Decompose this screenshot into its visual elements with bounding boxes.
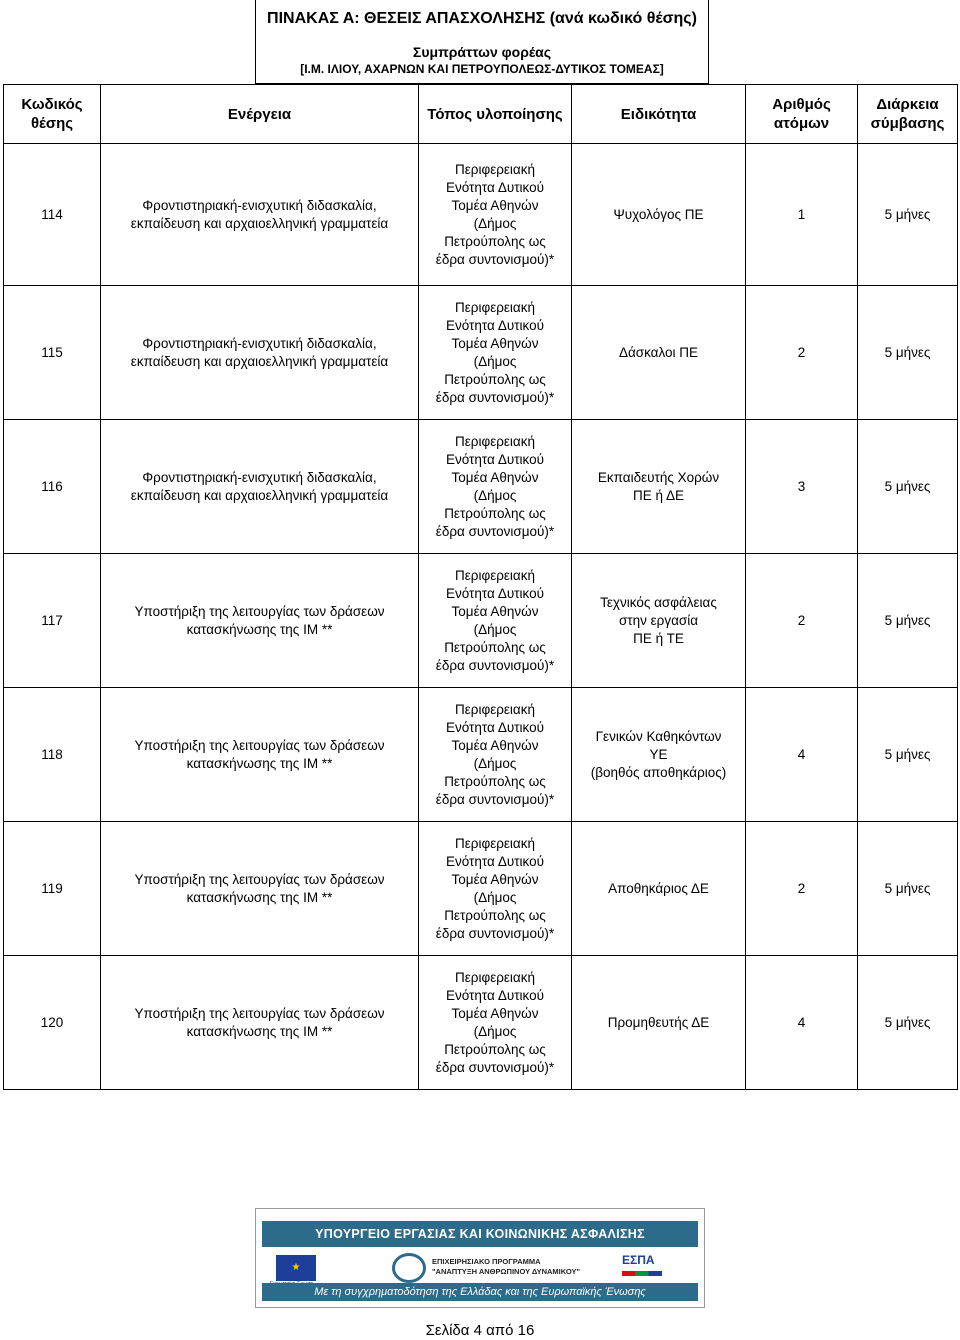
cell-activity: Φροντιστηριακή-ενισχυτική διδασκαλία, εκπαίδευση και αρχαιοελληνική γραμματεία [101,286,419,420]
cell-activity: Φροντιστηριακή-ενισχυτική διδασκαλία, εκπαίδευση και αρχαιοελληνική γραμματεία [101,420,419,554]
table-row [4,554,958,688]
table-title: ΠΙΝΑΚΑΣ Α: ΘΕΣΕΙΣ ΑΠΑΣΧΟΛΗΣΗΣ (ανά κωδικό θέσης) [267,10,697,27]
cell-place: Περιφερειακή Ενότητα Δυτικού Τομέα Αθηνών (Δήμος Πετρούπολης ως έδρα συντονισμού)* [419,144,572,286]
cell-activity: Υποστήριξη της λειτουργίας των δράσεων κατασκήνωσης της ΙΜ ** [101,822,419,956]
espa-logo [622,1253,692,1283]
cell-count: 3 [746,420,858,554]
partner-name: [Ι.Μ. ΙΛΙΟΥ, ΑΧΑΡΝΩΝ ΚΑΙ ΠΕΤΡΟΥΠΟΛΕΩΣ-ΔΥΤΙΚΟΣ ΤΟΜΕΑΣ] [300,62,664,76]
funding-banner [255,1208,705,1308]
cell-count: 2 [746,286,858,420]
espa-label: ΕΣΠΑ [622,1253,655,1267]
cell-count: 4 [746,956,858,1090]
partner-label: Συμπράττων φορέας [412,44,552,60]
cell-specialty: Ψυχολόγος ΠΕ [572,144,746,286]
cell-code: 117 [4,554,101,688]
table-row [4,420,958,554]
table-header-box [255,0,709,84]
page-number: Σελίδα 4 από 16 [425,1322,535,1339]
cell-place: Περιφερειακή Ενότητα Δυτικού Τομέα Αθηνών (Δήμος Πετρούπολης ως έδρα συντονισμού)* [419,286,572,420]
cell-code: 115 [4,286,101,420]
cell-code: 114 [4,144,101,286]
col-header-code: Κωδικός θέσης [4,85,101,144]
cell-specialty: Αποθηκάριος ΔΕ [572,822,746,956]
cell-activity: Φροντιστηριακή-ενισχυτική διδασκαλία, εκπαίδευση και αρχαιοελληνική γραμματεία [101,144,419,286]
cell-activity: Υποστήριξη της λειτουργίας των δράσεων κατασκήνωσης της ΙΜ ** [101,956,419,1090]
cell-activity: Υποστήριξη της λειτουργίας των δράσεων κατασκήνωσης της ΙΜ ** [101,688,419,822]
cell-duration: 5 μήνες [858,822,958,956]
cell-place: Περιφερειακή Ενότητα Δυτικού Τομέα Αθηνών (Δήμος Πετρούπολης ως έδρα συντονισμού)* [419,822,572,956]
cell-code: 116 [4,420,101,554]
funding-logos [262,1251,698,1285]
table-row [4,688,958,822]
cell-duration: 5 μήνες [858,144,958,286]
cell-count: 2 [746,822,858,956]
cell-activity: Υποστήριξη της λειτουργίας των δράσεων κατασκήνωσης της ΙΜ ** [101,554,419,688]
col-header-place: Τόπος υλοποίησης [419,85,572,144]
espa-stripe-icon [622,1271,662,1276]
cell-specialty: Δάσκαλοι ΠΕ [572,286,746,420]
col-header-count: Αριθμός ατόμων [746,85,858,144]
cell-duration: 5 μήνες [858,286,958,420]
table-header-row [4,85,958,144]
cell-duration: 5 μήνες [858,688,958,822]
cell-count: 2 [746,554,858,688]
table-row [4,144,958,286]
cofunding-note: Με τη συγχρηματοδότηση της Ελλάδας και της Ευρωπαϊκής Ένωσης [262,1283,698,1301]
eu-flag-icon: ★ [276,1255,316,1281]
cell-specialty: Προμηθευτής ΔΕ [572,956,746,1090]
cell-duration: 5 μήνες [858,956,958,1090]
cell-count: 1 [746,144,858,286]
cell-specialty: Εκπαιδευτής Χορών ΠΕ ή ΔΕ [572,420,746,554]
table-row [4,822,958,956]
cell-place: Περιφερειακή Ενότητα Δυτικού Τομέα Αθηνών (Δήμος Πετρούπολης ως έδρα συντονισμού)* [419,420,572,554]
cell-code: 118 [4,688,101,822]
cell-specialty: Γενικών Καθηκόντων ΥΕ (βοηθός αποθηκάριος) [572,688,746,822]
cell-place: Περιφερειακή Ενότητα Δυτικού Τομέα Αθηνών (Δήμος Πετρούπολης ως έδρα συντονισμού)* [419,956,572,1090]
cell-code: 120 [4,956,101,1090]
cell-specialty: Τεχνικός ασφάλειας στην εργασία ΠΕ ή ΤΕ [572,554,746,688]
cell-code: 119 [4,822,101,956]
col-header-specialty: Ειδικότητα [572,85,746,144]
table-row [4,286,958,420]
cell-place: Περιφερειακή Ενότητα Δυτικού Τομέα Αθηνών (Δήμος Πετρούπολης ως έδρα συντονισμού)* [419,554,572,688]
program-logo-icon [392,1253,426,1283]
col-header-activity: Ενέργεια [101,85,419,144]
table-row [4,956,958,1090]
cell-count: 4 [746,688,858,822]
partner-block [256,44,708,78]
program-name: ΕΠΙΧΕΙΡΗΣΙΑΚΟ ΠΡΟΓΡΑΜΜΑ "ΑΝΑΠΤΥΞΗ ΑΝΘΡΩΠΙΝΟΥ ΔΥΝΑΜΙΚΟΥ" [432,1257,581,1276]
col-header-duration: Διάρκεια σύμβασης [858,85,958,144]
ministry-title: ΥΠΟΥΡΓΕΙΟ ΕΡΓΑΣΙΑΣ ΚΑΙ ΚΟΙΝΩΝΙΚΗΣ ΑΣΦΑΛΙΣΗΣ [262,1221,698,1247]
cell-duration: 5 μήνες [858,420,958,554]
positions-table [3,84,958,1090]
cell-duration: 5 μήνες [858,554,958,688]
cell-place: Περιφερειακή Ενότητα Δυτικού Τομέα Αθηνών (Δήμος Πετρούπολης ως έδρα συντονισμού)* [419,688,572,822]
